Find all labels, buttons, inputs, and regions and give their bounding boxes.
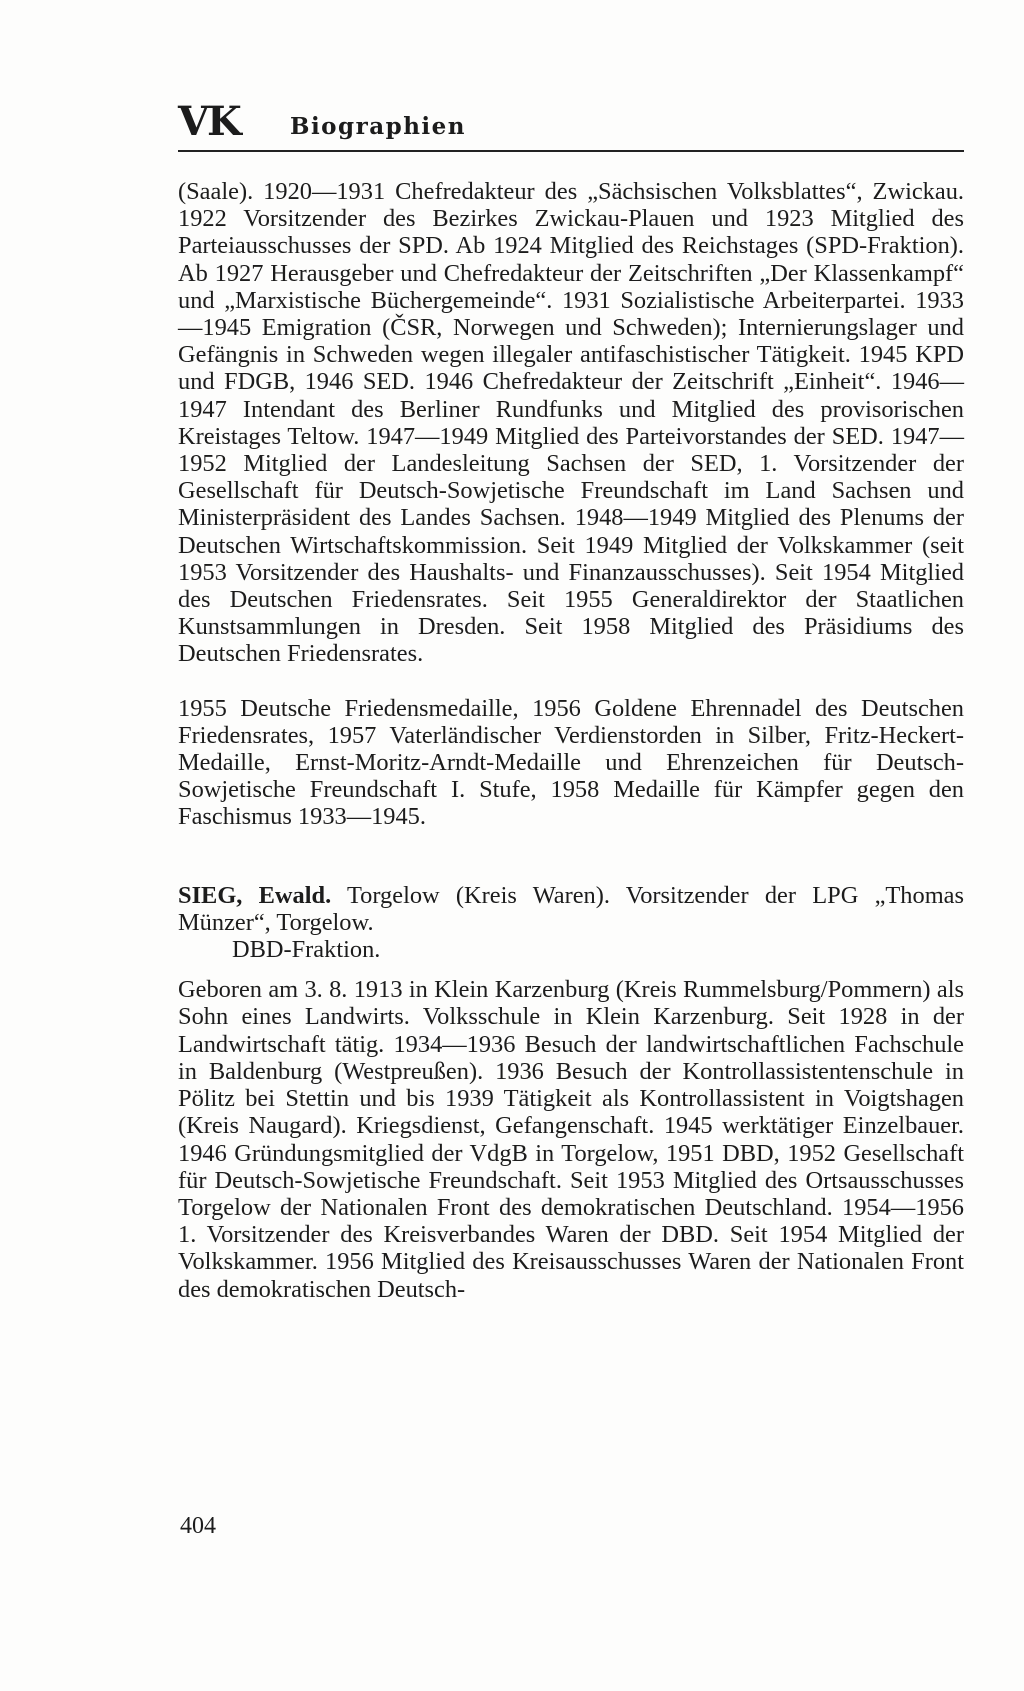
- paragraph-spacer: [178, 668, 964, 695]
- page-content: [178, 178, 964, 1303]
- biography-spacer: [178, 963, 964, 976]
- entry-heading: [178, 882, 964, 936]
- paragraph-career: (Saale). 1920—1931 Chefredakteur des „Sächsischen Volksblattes“, Zwickau. 1922 Vorsitzender des Bezirkes Zwickau-Plauen und 1923 Mitglied des Parteiausschusses der SPD. Ab 1924 Mitglied des Reichstages (SPD-Fraktion). Ab 1927 Herausgeber und Chefredakteur der Zeitschriften „Der Klassenkampf“ und „Marxistische Büchergemeinde“. 1931 Sozialistische Arbeiterpartei. 1933—1945 Emigration (ČSR, Norwegen und Schweden); Internierungslager und Gefängnis in Schweden wegen illegaler antifaschistischer Tätigkeit. 1945 KPD und FDGB, 1946 SED. 1946 Chefredakteur der Zeitschrift „Einheit“. 1946—1947 Intendant des Berliner Rundfunks und Mitglied des provisorischen Kreistages Teltow. 1947—1949 Mitglied des Parteivorstandes der SED. 1947—1952 Mitglied der Landesleitung Sachsen der SED, 1. Vorsitzender der Gesellschaft für Deutsch-Sowjetische Freundschaft im Land Sachsen und Ministerpräsident des Landes Sachsen. 1948—1949 Mitglied des Plenums der Deutschen Wirtschaftskommission. Seit 1949 Mitglied der Volkskammer (seit 1953 Vorsitzender des Haushalts- und Finanzausschusses). Seit 1954 Mitglied des Deutschen Friedensrates. Seit 1955 Generaldirektor der Staatlichen Kunstsammlungen in Dresden. Seit 1958 Mitglied des Präsidiums des Deutschen Friedensrates.: [178, 178, 964, 668]
- paragraph-awards: 1955 Deutsche Friedensmedaille, 1956 Goldene Ehrennadel des Deutschen Friedensrates, 1957 Vaterländischer Verdienstorden in Silber, Fritz-Heckert-Medaille, Ernst-Moritz-Arndt-Medaille und Ehrenzeichen für Deutsch-Sowjetische Freundschaft I. Stufe, 1958 Medaille für Kämpfer gegen den Faschismus 1933—1945.: [178, 694, 964, 831]
- running-header: [178, 100, 964, 152]
- entry-description: Torgelow (Kreis Waren). Vorsitzender der LPG „Thomas Münzer“, Torgelow.: [178, 881, 964, 936]
- header-title: Biographien: [290, 113, 467, 140]
- entry-faction: DBD-Fraktion.: [232, 936, 381, 964]
- header-mark: VK: [178, 98, 240, 145]
- entry-biography: Geboren am 3. 8. 1913 in Klein Karzenburg (Kreis Rummelsburg/Pommern) als Sohn eines Landwirts. Volksschule in Klein Karzenburg. Seit 1928 in der Landwirtschaft tätig. 1934—1936 Besuch der landwirtschaftlichen Fachschule in Baldenburg (Westpreußen). 1936 Besuch der Kontrollassistentenschule in Pölitz bei Stettin und bis 1939 Tätigkeit als Kontrollassistent in Voigtshagen (Kreis Naugard). Kriegsdienst, Gefangenschaft. 1945 werktätiger Einzelbauer. 1946 Gründungsmitglied der VdgB in Torgelow, 1951 DBD, 1952 Gesellschaft für Deutsch-Sowjetische Freundschaft. Seit 1953 Mitglied des Ortsausschusses Torgelow der Nationalen Front des demokratischen Deutschland. 1954—1956 1. Vorsitzender des Kreisverbandes Waren der DBD. Seit 1954 Mitglied der Volkskammer. 1956 Mitglied des Kreisausschusses Waren der Nationalen Front des demokratischen Deutsch-: [178, 976, 964, 1303]
- entry-spacer: [178, 831, 964, 882]
- entry-name: SIEG, Ewald.: [178, 881, 332, 909]
- page-number: 404: [180, 1513, 216, 1539]
